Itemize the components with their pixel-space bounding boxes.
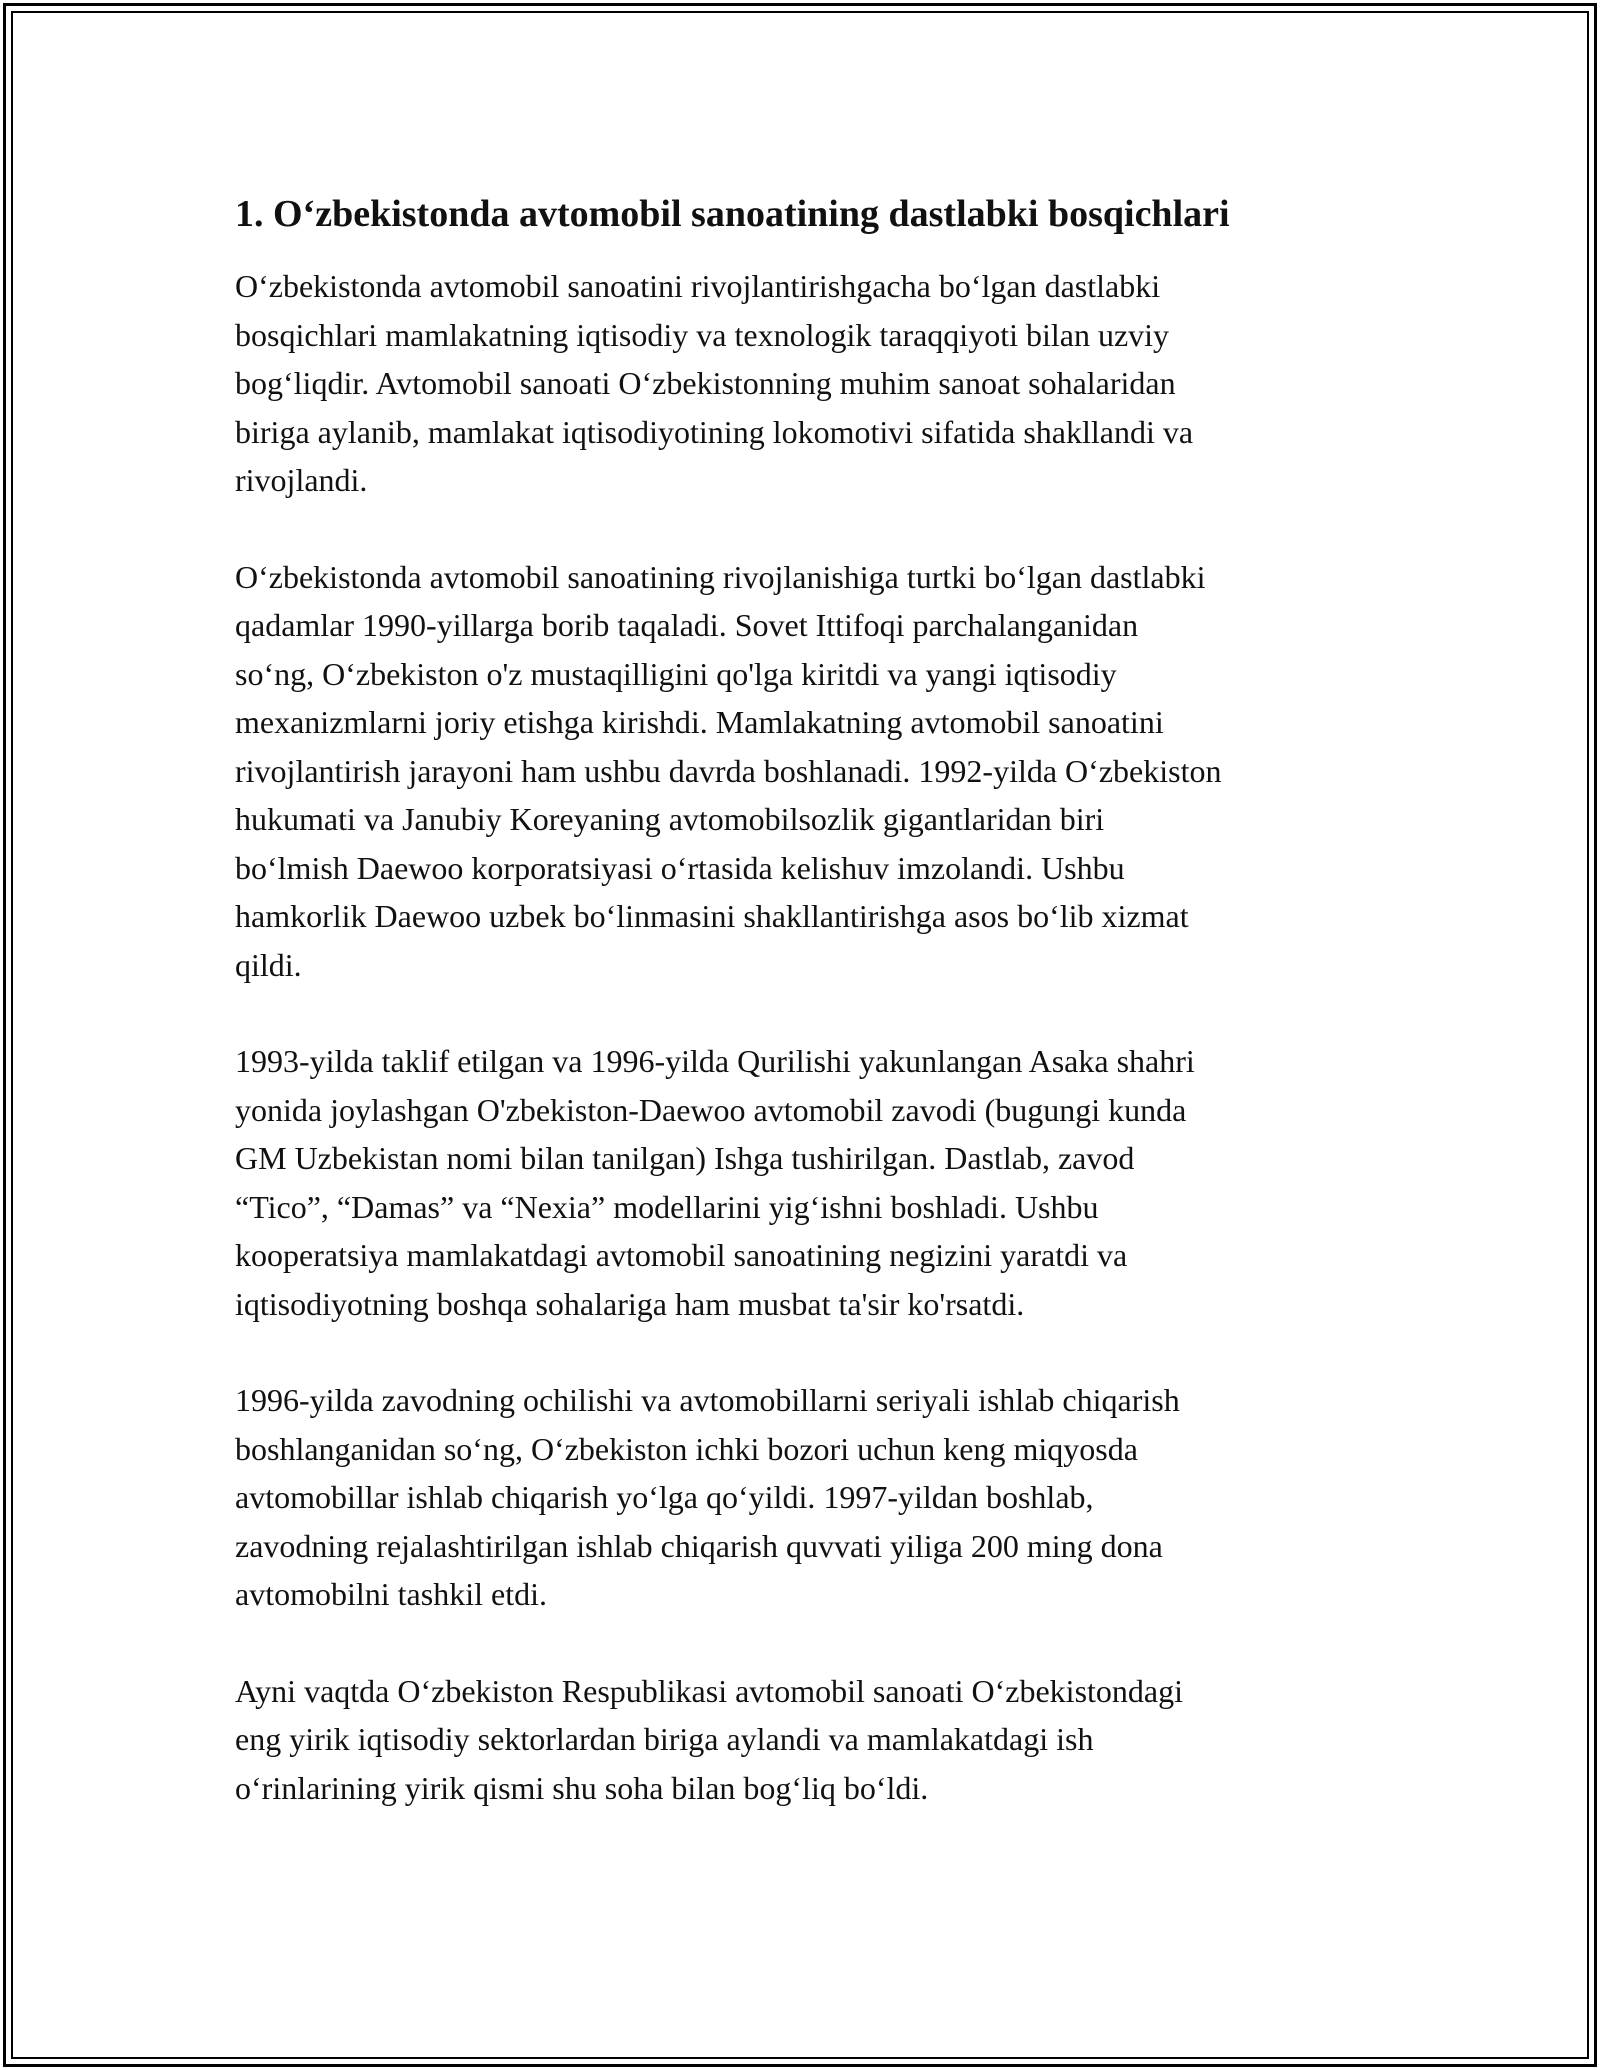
paragraph-2: O‘zbekistonda avtomobil sanoatining rivojlanishiga turtki bo‘lgan dastlabki qadamlar 1990-yillarga borib taqaladi. Sovet Ittifoqi parchalanganidan so‘ng, O‘zbekiston o'z mustaqilligini qo'lga kiritdi va yangi iqtisodiy mexanizmlarni joriy etishga kirishdi. Mamlakatning avtomobil sanoatini rivojlantirish jarayoni ham ushbu davrda boshlanadi. 1992-yilda O‘zbekiston hukumati va Janubiy Koreyaning avtomobilsozlik gigantlaridan biri bo‘lmish Daewoo korporatsiyasi o‘rtasida kelishuv imzolandi. Ushbu hamkorlik Daewoo uzbek bo‘linmasini shakllantirishga asos bo‘lib xizmat qildi. (235, 558, 1222, 983)
section-heading: 1. O‘zbekistonda avtomobil sanoatining dastlabki bosqichlari (235, 193, 1230, 235)
paragraph-4: 1996-yilda zavodning ochilishi va avtomobillarni seriyali ishlab chiqarish boshlanganidan so‘ng, O‘zbekiston ichki bozori uchun keng miqyosda avtomobillar ishlab chiqarish yo‘lga qo‘yildi. 1997-yildan boshlab, zavodning rejalashtirilgan ishlab chiqarish quvvati yiliga 200 ming dona avtomobilni tashkil etdi. (235, 1382, 1180, 1612)
document-body (235, 186, 1395, 1860)
paragraph-1: O‘zbekistonda avtomobil sanoatini rivojlantirishgacha bo‘lgan dastlabki bosqichlari mamlakatning iqtisodiy va texnologik taraqqiyoti bilan uzviy bog‘liqdir. Avtomobil sanoati O‘zbekistonning muhim sanoat sohalaridan biriga aylanib, mamlakat iqtisodiyotining lokomotivi sifatida shakllandi va rivojlandi. (235, 268, 1194, 498)
paragraph-5: Ayni vaqtda O‘zbekiston Respublikasi avtomobil sanoati O‘zbekistondagi eng yirik iqtisodiy sektorlardan biriga aylandi va mamlakatdagi ish o‘rinlarining yirik qismi shu soha bilan bog‘liq bo‘ldi. (235, 1672, 1183, 1806)
paragraph-3: 1993-yilda taklif etilgan va 1996-yilda Qurilishi yakunlangan Asaka shahri yonida joylashgan O'zbekiston-Daewoo avtomobil zavodi (bugungi kunda GM Uzbekistan nomi bilan tanilgan) Ishga tushirilgan. Dastlab, zavod “Tico”, “Damas” va “Nexia” modellarini yig‘ishni boshladi. Ushbu kooperatsiya mamlakatdagi avtomobil sanoatining negizini yaratdi va iqtisodiyotning boshqa sohalariga ham musbat ta'sir ko'rsatdi. (235, 1043, 1195, 1322)
